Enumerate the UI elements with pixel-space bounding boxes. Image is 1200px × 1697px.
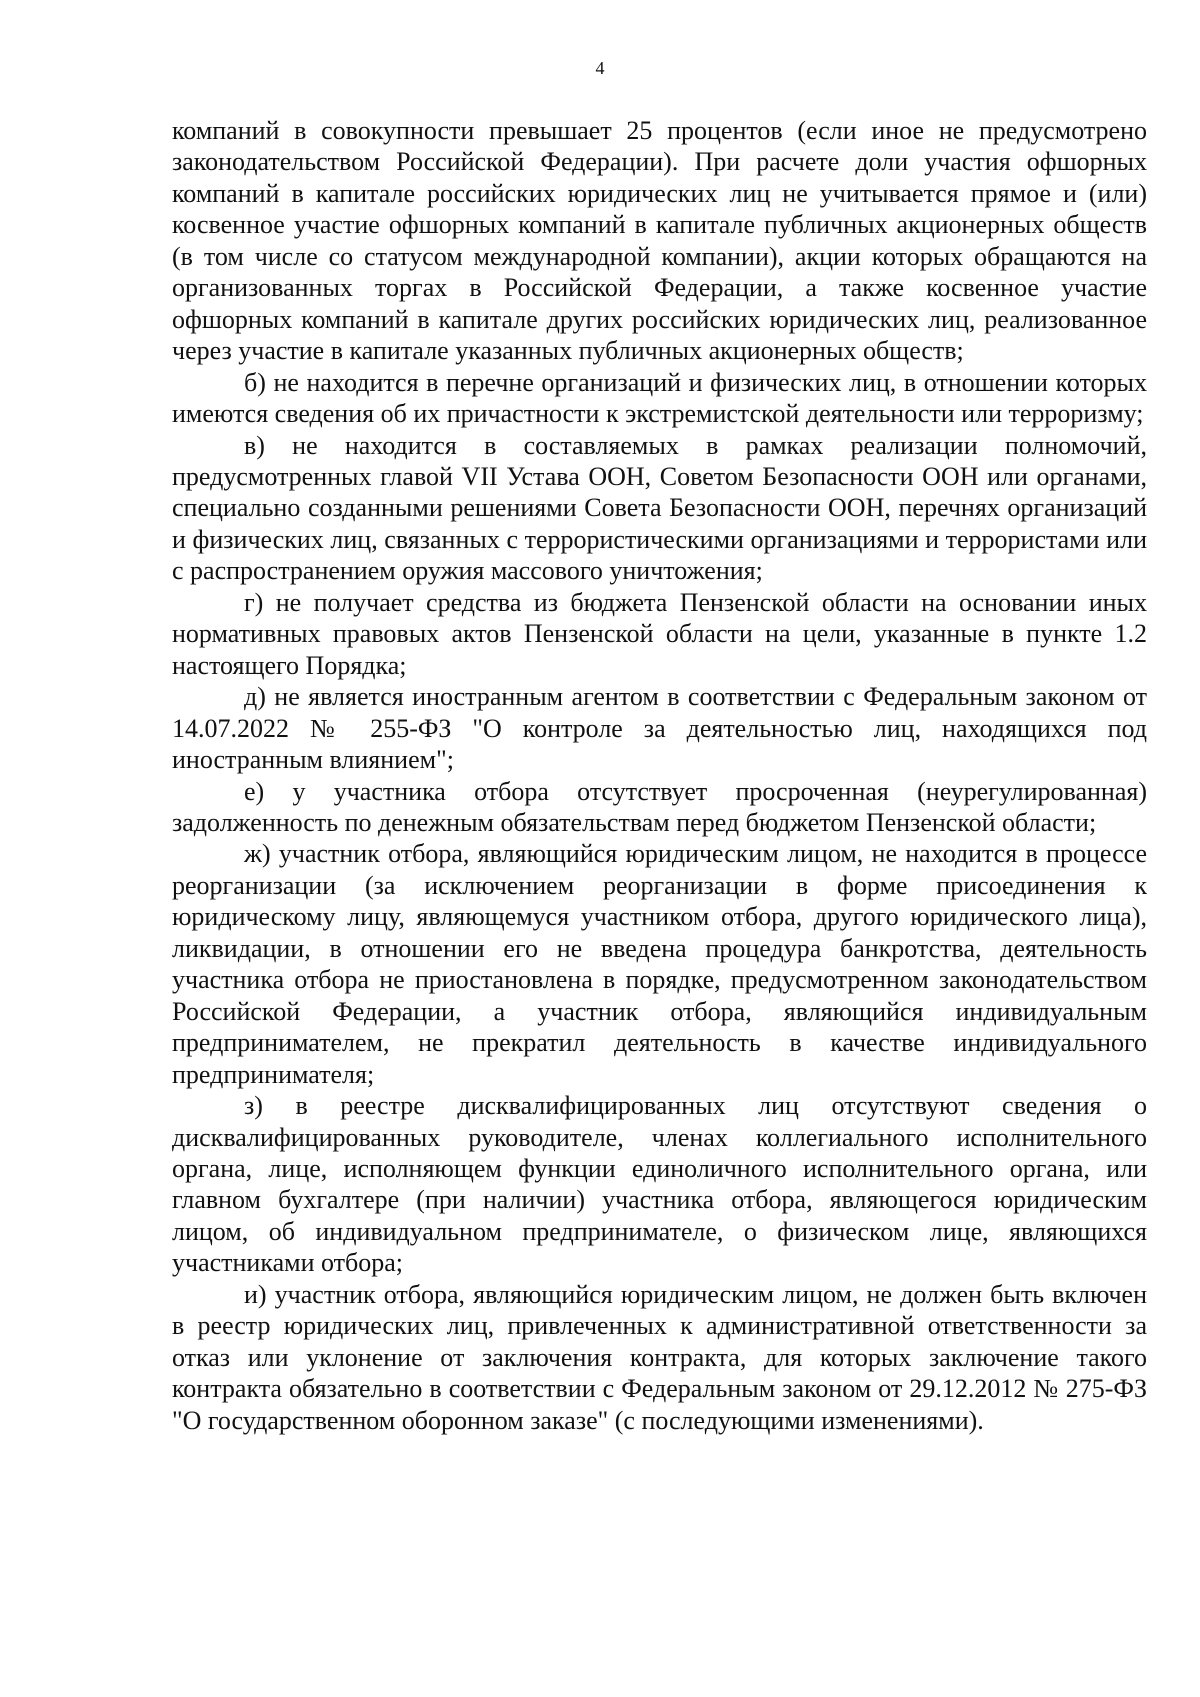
paragraph-item-d: д) не является иностранным агентом в соответствии с Федеральным законом от 14.07.2022 № 255-ФЗ "О контроле за деятельностью лиц, находящихся под иностранным влиянием";	[172, 682, 1147, 775]
paragraph-item-b: б) не находится в перечне организаций и физических лиц, в отношении которых имеются сведения об их причастности к экстремистской деятельности или терроризму;	[172, 367, 1147, 429]
paragraph-item-e: е) у участника отбора отсутствует просроченная (неурегулированная) задолженность по денежным обязательствам перед бюджетом Пензенской области;	[172, 776, 1147, 837]
paragraph-item-i: и) участник отбора, являющийся юридическим лицом, не должен быть включен в реестр юридических лиц, привлеченных к административной ответственности за отказ или уклонение от заключения контракта, для которых заключение такого контракта обязательно в соответствии с Федеральным законом от 29.12.2012 № 275-ФЗ "О государственном оборонном заказе" (с последующими изменениями).	[172, 1279, 1147, 1435]
paragraph-item-g: г) не получает средства из бюджета Пензенской области на основании иных нормативных правовых актов Пензенской области на цели, указанные в пункте 1.2 настоящего Порядка;	[172, 587, 1147, 680]
paragraph-item-v: в) не находится в составляемых в рамках реализации полномочий, предусмотренных главой VII Устава ООН, Советом Безопасности ООН или органами, специально созданными решениями Совета Безопасности ООН, перечнях организаций и физических лиц, связанных с террористическими организациями и террористами или с распространением оружия массового уничтожения;	[172, 430, 1147, 586]
document-body	[172, 115, 1147, 1436]
paragraph-continuation: компаний в совокупности превышает 25 процентов (если иное не предусмотрено законодательством Российской Федерации). При расчете доли участия офшорных компаний в капитале российских юридических лиц не учитывается прямое и (или) косвенное участие офшорных компаний в капитале публичных акционерных обществ (в том числе со статусом международной компании), акции которых обращаются на организованных торгах в Российской Федерации, а также косвенное участие офшорных компаний в капитале других российских юридических лиц, реализованное через участие в капитале указанных публичных акционерных обществ;	[172, 116, 1147, 366]
paragraph-item-zh: ж) участник отбора, являющийся юридическим лицом, не находится в процессе реорганизации (за исключением реорганизации в форме присоединения к юридическому лицу, являющемуся участником отбора, другого юридического лица), ликвидации, в отношении его не введена процедура банкротства, деятельность участника отбора не приостановлена в порядке, предусмотренном законодательством Российской Федерации, а участник отбора, являющийся индивидуальным предпринимателем, не прекратил деятельность в качестве индивидуального предпринимателя;	[172, 839, 1147, 1089]
paragraph-item-z: з) в реестре дисквалифицированных лиц отсутствуют сведения о дисквалифицированных руководителе, членах коллегиального исполнительного органа, лице, исполняющем функции единоличного исполнительного органа, или главном бухгалтере (при наличии) участника отбора, являющегося юридическим лицом, об индивидуальном предпринимателе, о физическом лице, являющихся участниками отбора;	[172, 1091, 1147, 1278]
page-number: 4	[595, 58, 605, 78]
